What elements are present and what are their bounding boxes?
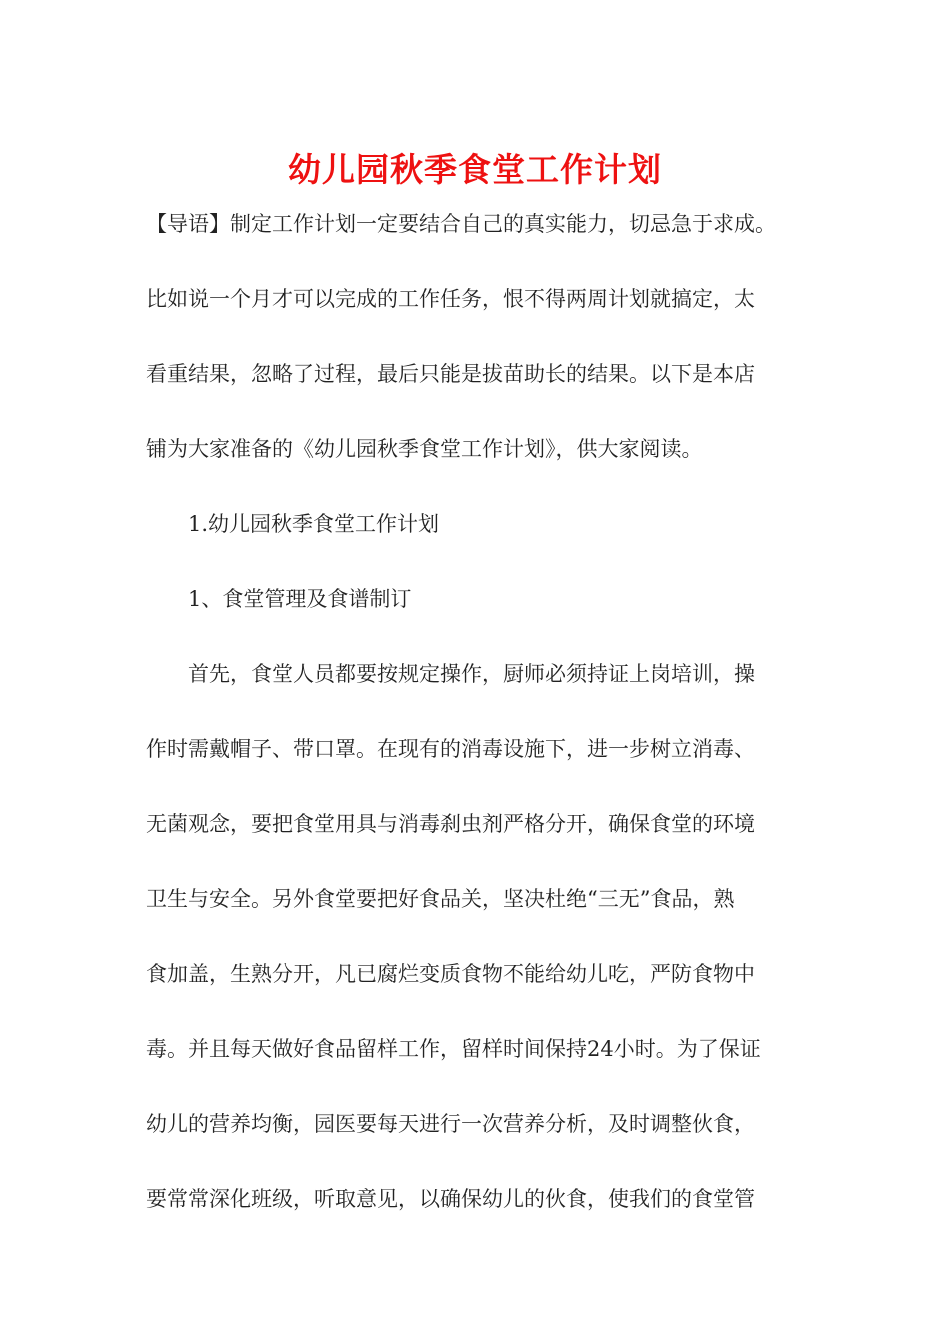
intro-line-4: 铺为大家准备的《幼儿园秋季食堂工作计划》，供大家阅读。 xyxy=(146,437,703,461)
paragraph-line-7: 幼儿的营养均衡，园医要每天进行一次营养分析，及时调整伙食， xyxy=(146,1112,755,1136)
intro-line-3: 看重结果，忽略了过程，最后只能是拔苗助长的结果。以下是本店 xyxy=(146,362,755,386)
paragraph-line-3: 无菌观念，要把食堂用具与消毒刹虫剂严格分开，确保食堂的环境 xyxy=(146,812,755,836)
paragraph-line-2: 作时需戴帽子、带口罩。在现有的消毒设施下，进一步树立消毒、 xyxy=(146,737,755,761)
section-heading: 1.幼儿园秋季食堂工作计划 xyxy=(188,512,440,536)
intro-line-2: 比如说一个月才可以完成的工作任务，恨不得两周计划就搞定，太 xyxy=(146,287,755,311)
paragraph-line-8: 要常常深化班级，听取意见，以确保幼儿的伙食，使我们的食堂管 xyxy=(146,1187,755,1211)
document-title: 幼儿园秋季食堂工作计划 xyxy=(288,150,662,189)
intro-line-1: 【导语】制定工作计划一定要结合自己的真实能力，切忌急于求成。 xyxy=(146,212,776,236)
document-body xyxy=(146,198,816,1248)
paragraph-line-4: 卫生与安全。另外食堂要把好食品关，坚决杜绝“三无”食品，熟 xyxy=(146,887,735,911)
paragraph-line-5: 食加盖，生熟分开，凡已腐烂变质食物不能给幼儿吃，严防食物中 xyxy=(146,962,755,986)
subsection-heading: 1、食堂管理及食谱制订 xyxy=(188,587,412,611)
paragraph-line-1: 首先，食堂人员都要按规定操作，厨师必须持证上岗培训，操 xyxy=(188,662,755,686)
paragraph-line-6: 毒。并且每天做好食品留样工作，留样时间保持24小时。为了保证 xyxy=(146,1037,761,1061)
